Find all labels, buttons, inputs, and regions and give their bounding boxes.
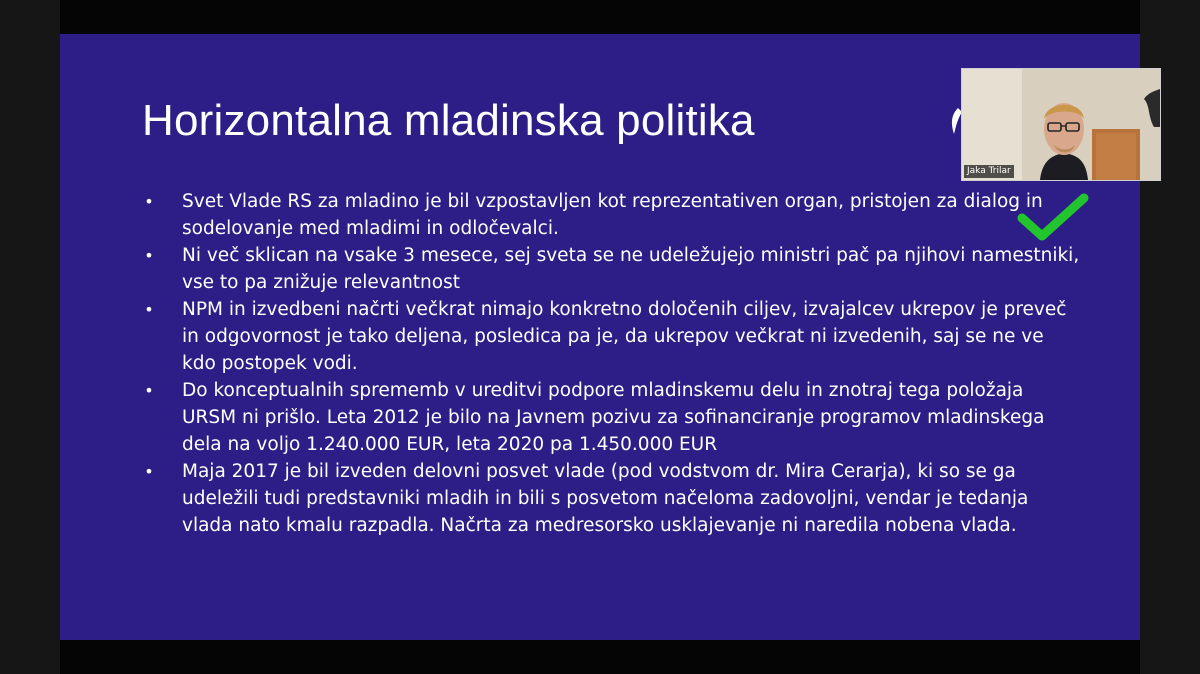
bullet-item: [142, 458, 1082, 539]
participant-name-label: Jaka Trilar: [964, 165, 1014, 178]
bullet-item: [142, 377, 1082, 458]
bullet-marker: •: [144, 246, 154, 265]
bullet-text: Maja 2017 je bil izveden delovni posvet vlade (pod vodstvom dr. Mira Cerarja), ki so se ga udeležili tudi predstavniki mladih in bili s posvetom načeloma zadovoljni, vendar je tedanja vlada nato kmalu razpadla. Načrta za medresorsko usklajevanje ni naredila nobena vlada.: [182, 461, 1029, 536]
bullet-marker: •: [144, 300, 154, 319]
bullet-marker: •: [144, 462, 154, 481]
logo-fragment-icon: [946, 106, 962, 136]
bullet-text: NPM in izvedbeni načrti večkrat nimajo konkretno določenih ciljev, izvajalcev ukrepov je preveč in odgovornost je tako deljena, posledica pa je, da ukrepov večkrat ni izvedenih, saj se ne ve kdo postopek vodi.: [182, 299, 1067, 374]
bullet-list: [142, 188, 1082, 539]
bullet-item: [142, 188, 1082, 242]
slide-title: Horizontalna mladinska politika: [142, 96, 755, 145]
bullet-marker: •: [144, 192, 154, 211]
bullet-text: Svet Vlade RS za mladino je bil vzpostavljen kot reprezentativen organ, pristojen za dialog in sodelovanje med mladimi in odločevalci.: [182, 191, 1043, 239]
checkmark-icon: [1016, 190, 1090, 246]
bullet-text: Ni več sklican na vsake 3 mesece, sej sveta se ne udeležujejo ministri pač pa njihovi namestniki, vse to pa znižuje relevantnost: [182, 245, 1080, 293]
bullet-marker: •: [144, 381, 154, 400]
video-frame-image: [962, 69, 1160, 180]
bullet-item: [142, 242, 1082, 296]
bullet-item: [142, 296, 1082, 377]
participant-video-tile[interactable]: [961, 68, 1161, 181]
bullet-text: Do konceptualnih sprememb v ureditvi podpore mladinskemu delu in znotraj tega položaja URSM ni prišlo. Leta 2012 je bilo na Javnem pozivu za sofinanciranje programov mladinskega dela na voljo 1.240.000 EUR, leta 2020 pa 1.450.000 EUR: [182, 380, 1045, 455]
